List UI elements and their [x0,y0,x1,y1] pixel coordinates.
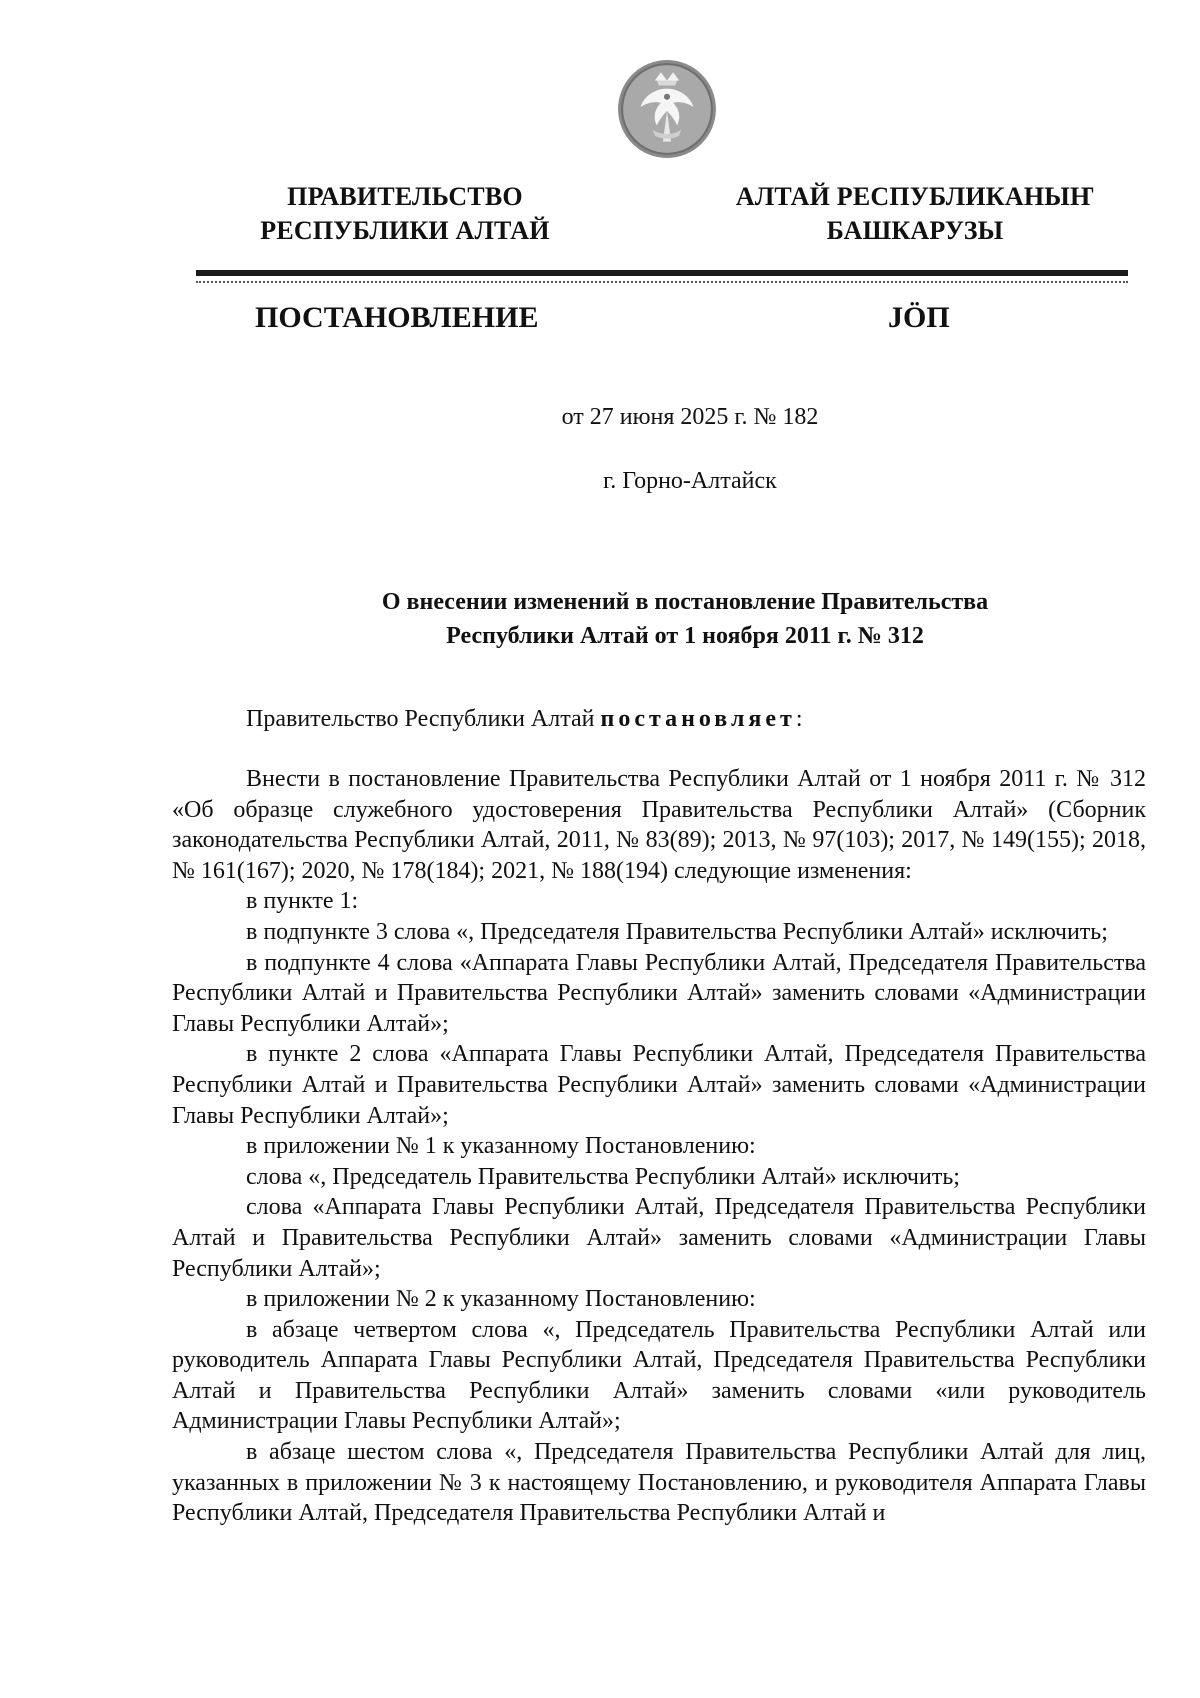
resolve-suffix: : [795,706,803,732]
paragraph-item1: в пункте 1: [246,888,359,915]
paragraph-intro: Внести в постановление Правительства Республики Алтай от 1 ноября 2011 г. № 312 «Об образце служебного удостоверения Правительства Республики Алтай» (Сборник законодательства Республики Алтай, 2011, № 83(89); 2013, № 97(103); 2017, № 149(155); 2018, № 161(167); 2020, № 178(184); 2021, № 188(194) следующие изменения: [172,766,1146,884]
header-right-line1: АЛТАЙ РЕСПУБЛИКАНЫҤ [735,182,1095,211]
resolve-verb: постановляет [600,706,796,732]
paragraph-appendix2-para6: в абзаце шестом слова «, Председателя Правительства Республики Алтай для лиц, указанных в приложении № 3 к настоящему Постановлению, и руководителя Аппарата Главы Республики Алтай, Председателя Правительства Республики Алтай и [172,1439,1146,1527]
resolve-prefix: Правительство Республики Алтай [246,706,601,732]
paragraph-appendix2: в приложении № 2 к указанному Постановлению: [246,1286,756,1313]
government-name-russian [205,180,605,248]
paragraph-appendix2-para4: в абзаце четвертом слова «, Председатель Правительства Республики Алтай или руководитель Аппарата Главы Республики Алтай, Председателя Правительства Республики Алтай и Правительства Республики Алтай» заменить словами «или руководитель Администрации Главы Республики Алтай»; [172,1316,1146,1435]
resolve-paragraph [172,704,1146,735]
title-line1: О внесении изменений в постановление Правительства [381,589,989,615]
header-left-line2: РЕСПУБЛИКИ АЛТАЙ [260,216,550,245]
header-divider-thick [196,270,1128,276]
header-right-line2: БАШКАРУЗЫ [826,216,1004,245]
paragraph-appendix1: в приложении № 1 к указанному Постановлению: [246,1133,756,1160]
government-name-altai [715,180,1115,248]
paragraph-subitem3: в подпункте 3 слова «, Председателя Правительства Республики Алтай» исключить; [246,918,1108,945]
title-line2: Республики Алтай от 1 ноября 2011 г. № 312 [446,623,924,649]
document-city: г. Горно-Алтайск [603,468,777,494]
document-body [172,764,1146,1529]
paragraph-subitem4: в подпункте 4 слова «Аппарата Главы Республики Алтай, Председателя Правительства Республики Алтай и Правительства Республики Алтай» заменить словами «Администрации Главы Республики Алтай»; [172,949,1146,1037]
paragraph-appendix1-replace: слова «Аппарата Главы Республики Алтай, Председателя Правительства Республики Алтай и Правительства Республики Алтай» заменить словами «Администрации Главы Республики Алтай»; [172,1194,1146,1282]
header-divider-thin [196,281,1128,283]
paragraph-item2: в пункте 2 слова «Аппарата Главы Республики Алтай, Председателя Правительства Республики Алтай и Правительства Республики Алтай» заменить словами «Администрации Главы Республики Алтай»; [172,1041,1146,1129]
doc-type-altai: JӦП [888,301,950,334]
header-left-line1: ПРАВИТЕЛЬСТВО [287,182,523,211]
paragraph-appendix1-exclude: слова «, Председатель Правительства Республики Алтай» исключить; [246,1163,960,1190]
coat-of-arms-emblem [616,58,718,160]
doc-type-russian: ПОСТАНОВЛЕНИЕ [255,301,539,334]
document-date-number: от 27 июня 2025 г. № 182 [561,404,819,430]
document-title [340,585,1030,653]
